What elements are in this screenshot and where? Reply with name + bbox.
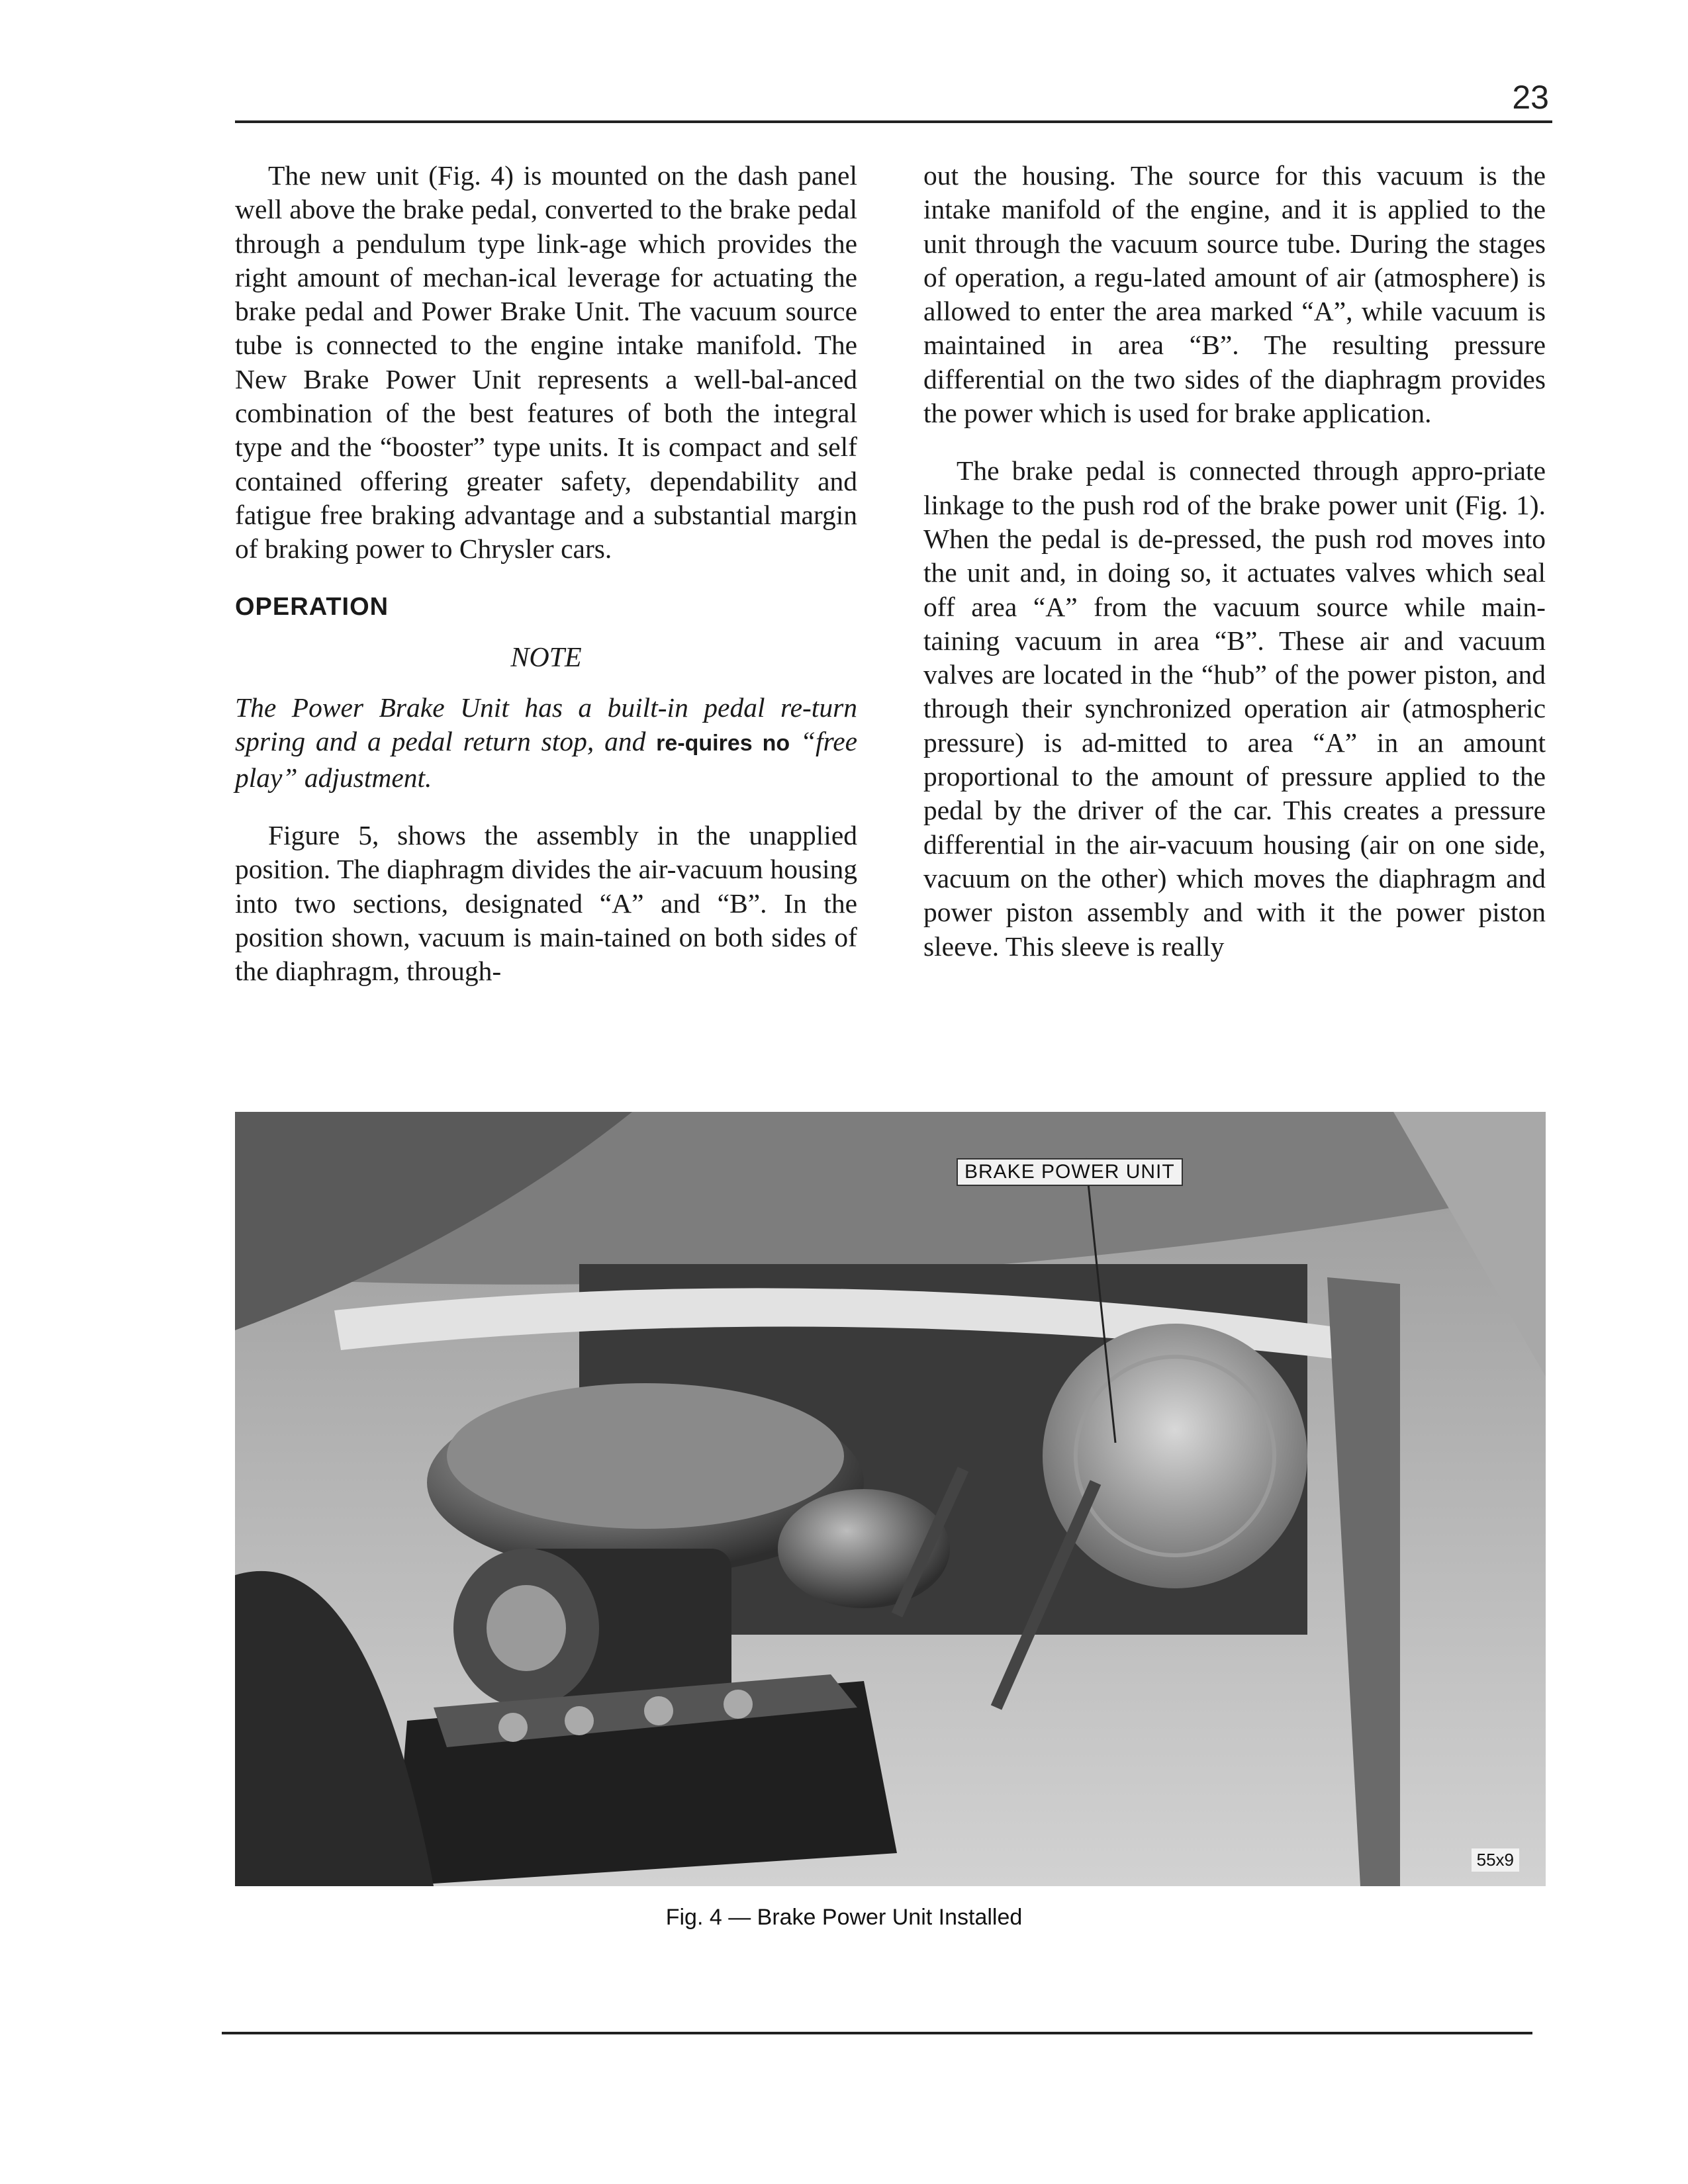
top-rule bbox=[235, 120, 1552, 123]
intro-paragraph: The new unit (Fig. 4) is mounted on the dash panel well above the brake pedal, converted to the brake pedal through a pendulum type link-age which provides the right amount of mechan-ical leverage for actuating the brake pedal and Power Brake Unit. The vacuum source tube is connected to the engine intake manifold. The New Brake Power Unit represents a well-bal-anced combination of the best features of both the integral type and the “booster” type units. It is compact and self contained offering greater safety, dependability and fatigue free braking advantage and a substantial margin of braking power to Chrysler cars. bbox=[235, 160, 857, 565]
pedal-paragraph: The brake pedal is connected through appro-priate linkage to the push rod of the brake power unit (Fig. 1). When the pedal is de-pressed, the push rod moves into the unit and, in doing so, it actuates valves which seal off area “A” from the vacuum source while main-taining vacuum in area “B”. These air and vacuum valves are located in the “hub” of the power piston, and through their synchronized operation air (atmospheric pressure) is ad-mitted to area “A” in an amount proportional to the amount of pressure applied to the pedal by the driver of the car. This creates a pressure differential in the air-vacuum housing (air on one side, vacuum on the other) which moves the diaphragm and power piston assembly and with it the power piston sleeve. This sleeve is really bbox=[923, 455, 1546, 962]
engine-bay-illustration bbox=[235, 1112, 1546, 1886]
figure-code: 55x9 bbox=[1472, 1848, 1519, 1872]
note-body bbox=[235, 691, 857, 795]
brake-power-unit-callout: BRAKE POWER UNIT bbox=[957, 1158, 1183, 1186]
figure-paragraph: Figure 5, shows the assembly in the unapplied position. The diaphragm divides the air-vacuum housing into two sections, designated “A” and “B”. In the position shown, vacuum is main-tained on both sides of the diaphragm, through- bbox=[235, 820, 857, 987]
left-column bbox=[235, 159, 857, 989]
section-heading: OPERATION bbox=[235, 592, 389, 621]
note-text: The Power Brake Unit has a built-in pedal re-turn spring and a pedal return stop, and bbox=[235, 692, 857, 757]
right-column bbox=[923, 159, 1546, 964]
page-number: 23 bbox=[1512, 79, 1549, 116]
note-text-end: “free play” adjustment. bbox=[235, 726, 858, 793]
figure-caption: Fig. 4 — Brake Power Unit Installed bbox=[665, 1905, 1023, 1930]
bottom-rule bbox=[222, 2032, 1532, 2034]
continuation-paragraph: out the housing. The source for this vacuum is the intake manifold of the engine, and it is applied to the unit through the vacuum source tube. During the stages of operation, a regu-lated amount of air (atmosphere) is allowed to enter the area marked “A”, while vacuum is maintained in area “B”. The resulting pressure differential on the two sides of the diaphragm provides the power which is used for brake application. bbox=[923, 160, 1546, 429]
engine-bay-photo bbox=[235, 1112, 1546, 1886]
note-title: NOTE bbox=[510, 642, 582, 673]
note-bold-text: re-quires no bbox=[656, 731, 790, 756]
